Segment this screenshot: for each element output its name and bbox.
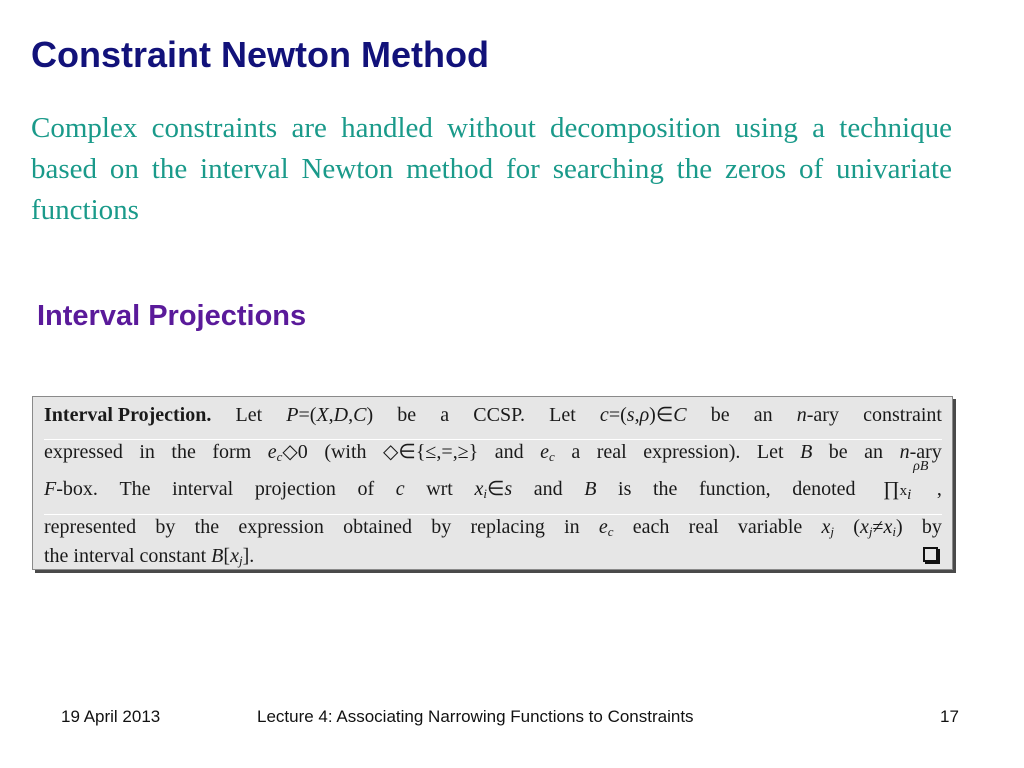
definition-line-1: Interval Projection. Let P=(X,D,C) be a CCSP. Let c=(s,ρ)∈C be an n-ary constraint (44, 404, 942, 426)
qed-box-icon (923, 547, 938, 562)
section-heading: Interval Projections (37, 300, 307, 332)
definition-line-2: expressed in the form $e_c◇0$ (with ◇∈{≤,=,≥} and $e_c$ a real expression). Let B be an n-ary (44, 441, 942, 464)
footer-lecture-title: Lecture 4: Associating Narrowing Functions to Constraints (257, 707, 694, 726)
definition-line-3: F-box. The interval projection of c wrt $x_i\in s$ and B is the function, denoted $\prod x_i$ ρB , (44, 477, 942, 507)
intro-paragraph: Complex constraints are handled without decomposition using a technique based on the interval Newton method for searching the zeros of univariate functions (31, 112, 952, 226)
footer-date: 19 April 2013 (61, 707, 161, 726)
slide-title: Constraint Newton Method (31, 34, 489, 75)
projection-operator: $\prod x_i$ ρB (883, 459, 929, 503)
definition-line-5: the interval constant $B[x_j]$. (44, 544, 942, 568)
definition-heading: Interval Projection. (44, 404, 212, 426)
definition-box (32, 396, 953, 570)
definition-line-4: represented by the expression obtained by replacing in $e_c$ each real variable $x_j$ $(x_j\ne x_i)$ by (44, 516, 942, 539)
footer-page-number: 17 (940, 707, 959, 726)
